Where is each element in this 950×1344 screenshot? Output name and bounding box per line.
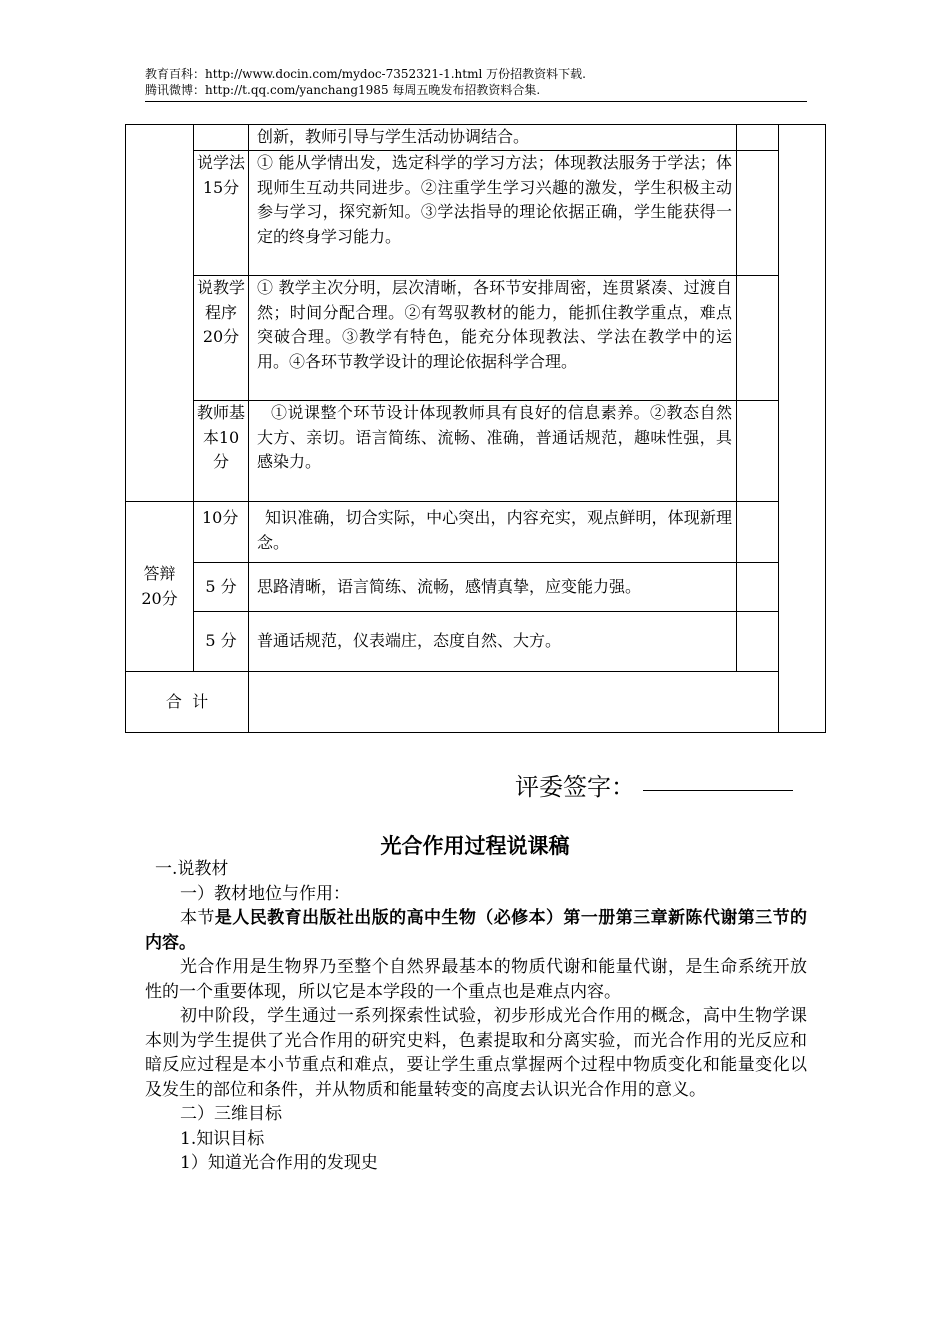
criteria-desc: 创新，教师引导与学生活动协调结合。 [249,125,737,151]
criteria-desc: 思路清晰，语言简练、流畅，感情真挚，应变能力强。 [249,563,737,612]
score-cell[interactable] [737,502,779,563]
paragraph-bold: 是人民教育出版社出版的高中生物（必修本）第一册第三章新陈代谢第三节的内容。 [145,908,808,953]
score-cell[interactable] [737,563,779,612]
total-score-cell[interactable] [779,125,826,733]
table-row [126,502,826,563]
criteria-desc: ① 能从学情出发，选定科学的学习方法；体现教法服务于学法；体现师生互动共同进步。②注重学生学习兴趣的激发，学生积极主动参与学习，探究新知。③学法指导的理论依据正确，学生能获得一定的终身学习能力。 [249,151,737,276]
criteria-desc: 普通话规范，仪表端庄，态度自然、大方。 [249,612,737,672]
table-row [126,401,826,502]
category-dabian: 答辩20分 [126,502,194,672]
criteria-desc: ①说课整个环节设计体现教师具有良好的信息素养。②教态自然大方、亲切。语言简练、流畅、准确，普通话规范，趣味性强，具感染力。 [249,401,737,502]
criteria-desc: ① 教学主次分明，层次清晰，各环节安排周密，连贯紧凑、过渡自然；时间分配合理。②有驾驭教材的能力，能抓住教学重点，难点突破合理。③教学有特色，能充分体现教法、学法在教学中的运用。④各环节教学设计的理论依据科学合理。 [249,276,737,401]
subsection-heading: 二）三维目标 [180,1104,282,1124]
criteria-desc: 知识准确，切合实际，中心突出，内容充实，观点鲜明，体现新理念。 [249,502,737,563]
total-label: 合 计 [126,672,249,733]
goal-heading: 1.知识目标 [180,1128,265,1149]
score-cell[interactable] [737,151,779,276]
section-heading: 一.说教材 [155,859,229,879]
sub-cell-empty [194,125,249,151]
paragraph: 初中阶段，学生通过一系列探索性试验，初步形成光合作用的概念，高中生物学课本则为学生提供了光合作用的研究史料，色素提取和分离实验，而光合作用的光反应和暗反应过程是本小节重点和难点，要让学生重点掌握两个过程中物质变化和能量变化以及发生的部位和条件，并从物质和能量转变的高度去认识光合作用的意义。 [145,1006,807,1100]
score-cell[interactable] [737,276,779,401]
criteria-label: 5 分 [194,612,249,672]
criteria-label: 10分 [194,502,249,563]
table-row [126,672,826,733]
table-row [126,151,826,276]
header-line-2: 腾讯微博：http://t.qq.com/yanchang1985 每周五晚发布招教资料合集. [145,83,541,97]
signature-line [515,767,793,802]
header-rule [145,101,807,102]
table-row [126,125,826,151]
goal-item: 1）知道光合作用的发现史 [180,1153,378,1173]
criteria-label: 教师基本10分 [194,401,249,502]
page-header [145,66,807,98]
table-row [126,612,826,672]
signature-field[interactable] [643,790,793,791]
category-cell-empty [126,125,194,502]
paragraph-prefix: 本节 [180,908,215,928]
signature-label: 评委签字： [515,773,635,801]
header-line-1: 教育百科：http://www.docin.com/mydoc-7352321-1.html 万份招教资料下载. [145,67,586,81]
table-row [126,563,826,612]
subsection-heading: 一）教材地位与作用： [180,883,350,904]
table-row [126,276,826,401]
score-cell[interactable] [737,125,779,151]
paragraph [145,906,807,955]
doc-title: 光合作用过程说课稿 [380,834,570,858]
total-value-cell[interactable] [249,672,779,733]
criteria-label: 说学法15分 [194,151,249,276]
score-cell[interactable] [737,401,779,502]
criteria-label: 5 分 [194,563,249,612]
paragraph: 光合作用是生物界乃至整个自然界最基本的物质代谢和能量代谢，是生命系统开放性的一个重要体现，所以它是本学段的一个重点也是难点内容。 [145,957,807,1002]
criteria-label: 说教学程序20分 [194,276,249,401]
scoring-table [125,124,826,733]
score-cell[interactable] [737,612,779,672]
doc-body [145,857,807,1176]
